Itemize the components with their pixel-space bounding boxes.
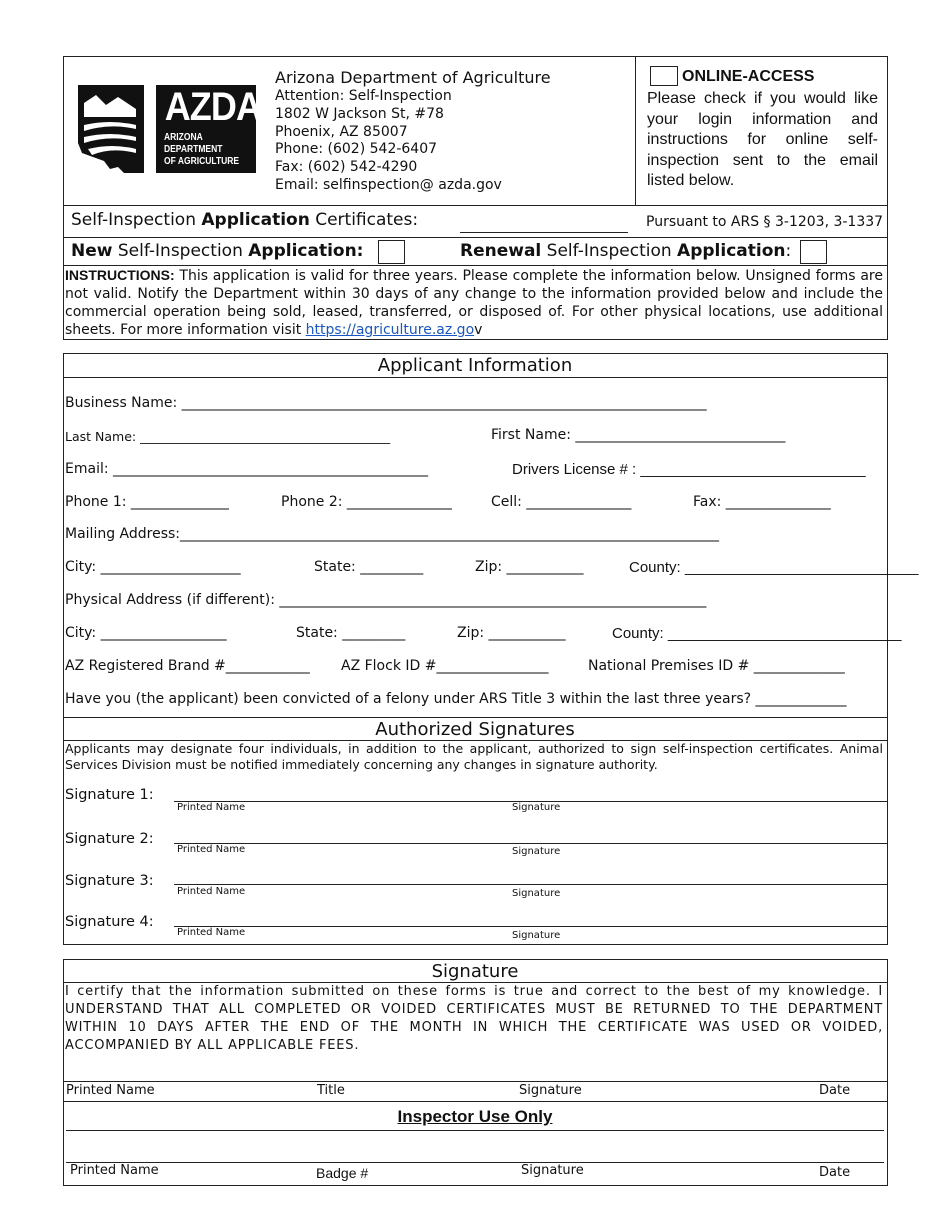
- signature-title: Signature: [431, 961, 519, 982]
- logo-sub-2: DEPARTMENT: [164, 144, 223, 155]
- certificates-underline[interactable]: [460, 232, 628, 233]
- online-access-title: ONLINE-ACCESS: [682, 68, 815, 85]
- phone-line: Phone: (602) 542-6407: [275, 141, 438, 157]
- authorized-title: Authorized Signatures: [375, 719, 575, 740]
- attention-line: Attention: Self-Inspection: [275, 88, 452, 104]
- authorized-text: Applicants may designate four individuals, in addition to the applicant, authorized to sign self-inspection certificates. Animal Services Division must be notified immediately concerning any changes in signature authority.: [65, 741, 883, 772]
- phone2-field[interactable]: Phone 2: _______________: [281, 494, 452, 510]
- mailing-address-field[interactable]: Mailing Address:_____________________________________________________________________________: [65, 526, 720, 542]
- email-field[interactable]: Email: _____________________________________________: [65, 461, 429, 477]
- city-line: Phoenix, AZ 85007: [275, 124, 408, 140]
- signature-row-rule: [63, 1101, 888, 1102]
- zip-field[interactable]: Zip: ___________: [475, 559, 584, 575]
- azda-logo: [74, 83, 262, 175]
- online-access-text: Please check if you would like your login information and instructions for online self-inspection sent to the email listed below.: [647, 90, 878, 189]
- new-application-label: New Self-Inspection Application:: [71, 241, 364, 261]
- sig-signature-label: Signature: [519, 1083, 582, 1098]
- flock-id-field[interactable]: AZ Flock ID #________________: [341, 658, 549, 674]
- inspector-signature-label: Signature: [521, 1163, 584, 1178]
- cell-field[interactable]: Cell: _______________: [491, 494, 632, 510]
- inspector-rule: [66, 1130, 884, 1131]
- felony-question[interactable]: Have you (the applicant) been convicted of a felony under ARS Title 3 within the last three years? _____________: [65, 691, 847, 707]
- applicant-title-rule: [63, 377, 888, 378]
- last-name-field[interactable]: Last Name: ________________________________________: [65, 429, 391, 444]
- signature-2-label: Signature 2:: [65, 831, 154, 847]
- logo-sub-3: OF AGRICULTURE: [164, 156, 240, 167]
- physical-city-field[interactable]: City: __________________: [65, 625, 227, 641]
- inspector-printed-name-label: Printed Name: [70, 1163, 159, 1178]
- signature-3-signature: Signature: [512, 888, 561, 899]
- fax-field[interactable]: Fax: _______________: [693, 494, 831, 510]
- premises-id-field[interactable]: National Premises ID # _____________: [588, 658, 845, 674]
- certificates-label: Self-Inspection Application Certificates:: [71, 210, 419, 230]
- signature-1-printed-name: Printed Name: [177, 802, 246, 813]
- signature-3-printed-name: Printed Name: [177, 886, 246, 897]
- signature-2-signature: Signature: [512, 846, 561, 857]
- signature-4-printed-name: Printed Name: [177, 927, 246, 938]
- pursuant-text: Pursuant to ARS § 3-1203, 3-1337: [646, 214, 884, 230]
- signature-3-line[interactable]: [174, 884, 888, 885]
- renewal-application-checkbox[interactable]: [800, 240, 827, 264]
- physical-state-field[interactable]: State: _________: [296, 625, 406, 641]
- signature-2-printed-name: Printed Name: [177, 844, 246, 855]
- logo-text: AZDA: [164, 85, 262, 129]
- inspector-date-label: Date: [819, 1165, 851, 1180]
- signature-3-label: Signature 3:: [65, 873, 154, 889]
- inspector-use-only: Inspector Use Only: [397, 1107, 553, 1126]
- header-rule-2: [63, 237, 888, 238]
- state-field[interactable]: State: _________: [314, 559, 424, 575]
- physical-county-field[interactable]: County: ____________________________: [612, 625, 902, 642]
- certify-text: I certify that the information submitted on these forms is true and correct to the best of my knowledge. I UNDERSTAND THAT ALL COMPLETED OR VOIDED CERTIFICATES MUST BE RETURNED TO THE DEPARTMENT WITHIN 10 DAYS AFTER THE END OF THE MONTH IN WHICH THE CERTIFICATE WAS USED OR VOIDED, ACCOMPANIED BY ALL APPLICABLE FEES.: [65, 984, 883, 1053]
- signature-4-signature: Signature: [512, 930, 561, 941]
- email-line: Email: selfinspection@ azda.gov: [275, 177, 502, 193]
- brand-field[interactable]: AZ Registered Brand #____________: [65, 658, 310, 674]
- drivers-license-field[interactable]: Drivers License # : ___________________________: [512, 461, 866, 478]
- renewal-application-label: Renewal Self-Inspection Application:: [460, 241, 792, 261]
- signature-1-signature: Signature: [512, 802, 561, 813]
- dept-name: Arizona Department of Agriculture: [275, 68, 551, 87]
- signature-4-line[interactable]: [174, 926, 888, 927]
- fax-line: Fax: (602) 542-4290: [275, 159, 418, 175]
- signature-1-label: Signature 1:: [65, 787, 154, 803]
- signature-2-line[interactable]: [174, 843, 888, 844]
- sig-title-label: Title: [317, 1083, 345, 1098]
- phone1-field[interactable]: Phone 1: ______________: [65, 494, 229, 510]
- new-application-checkbox[interactable]: [378, 240, 405, 264]
- sig-printed-name-label: Printed Name: [66, 1083, 155, 1098]
- header-rule-1: [63, 205, 888, 206]
- header-divider: [635, 56, 636, 206]
- inspector-sign-line[interactable]: [66, 1162, 884, 1163]
- physical-address-field[interactable]: Physical Address (if different): _____________________________________________________________: [65, 592, 707, 608]
- first-name-field[interactable]: First Name: ______________________________: [491, 427, 786, 443]
- city-field[interactable]: City: ____________________: [65, 559, 241, 575]
- authorized-top-rule: [63, 717, 888, 718]
- county-field[interactable]: County: ____________________________: [629, 559, 919, 576]
- sig-date-label: Date: [819, 1083, 851, 1098]
- online-access-checkbox[interactable]: [650, 66, 678, 86]
- inspector-badge-label: Badge #: [316, 1165, 369, 1181]
- business-name-field[interactable]: Business Name: ___________________________________________________________________________: [65, 395, 707, 411]
- instructions-link[interactable]: https://agriculture.az.go: [305, 322, 475, 338]
- physical-zip-field[interactable]: Zip: ___________: [457, 625, 566, 641]
- instructions-text: INSTRUCTIONS: This application is valid for three years. Please complete the information below. Unsigned forms are not valid. Notify the Department within 30 days of any change to the information provided below and include the commercial operation being sold, leased, transferred, or disposed of. For other physical locations, use additional sheets. For more information visit https://agriculture.az.gov: [65, 267, 883, 338]
- street-line: 1802 W Jackson St, #78: [275, 106, 444, 122]
- signature-4-label: Signature 4:: [65, 914, 154, 930]
- logo-sub-1: ARIZONA: [164, 132, 203, 143]
- applicant-title: Applicant Information: [377, 355, 573, 376]
- signature-sign-line[interactable]: [63, 1081, 888, 1082]
